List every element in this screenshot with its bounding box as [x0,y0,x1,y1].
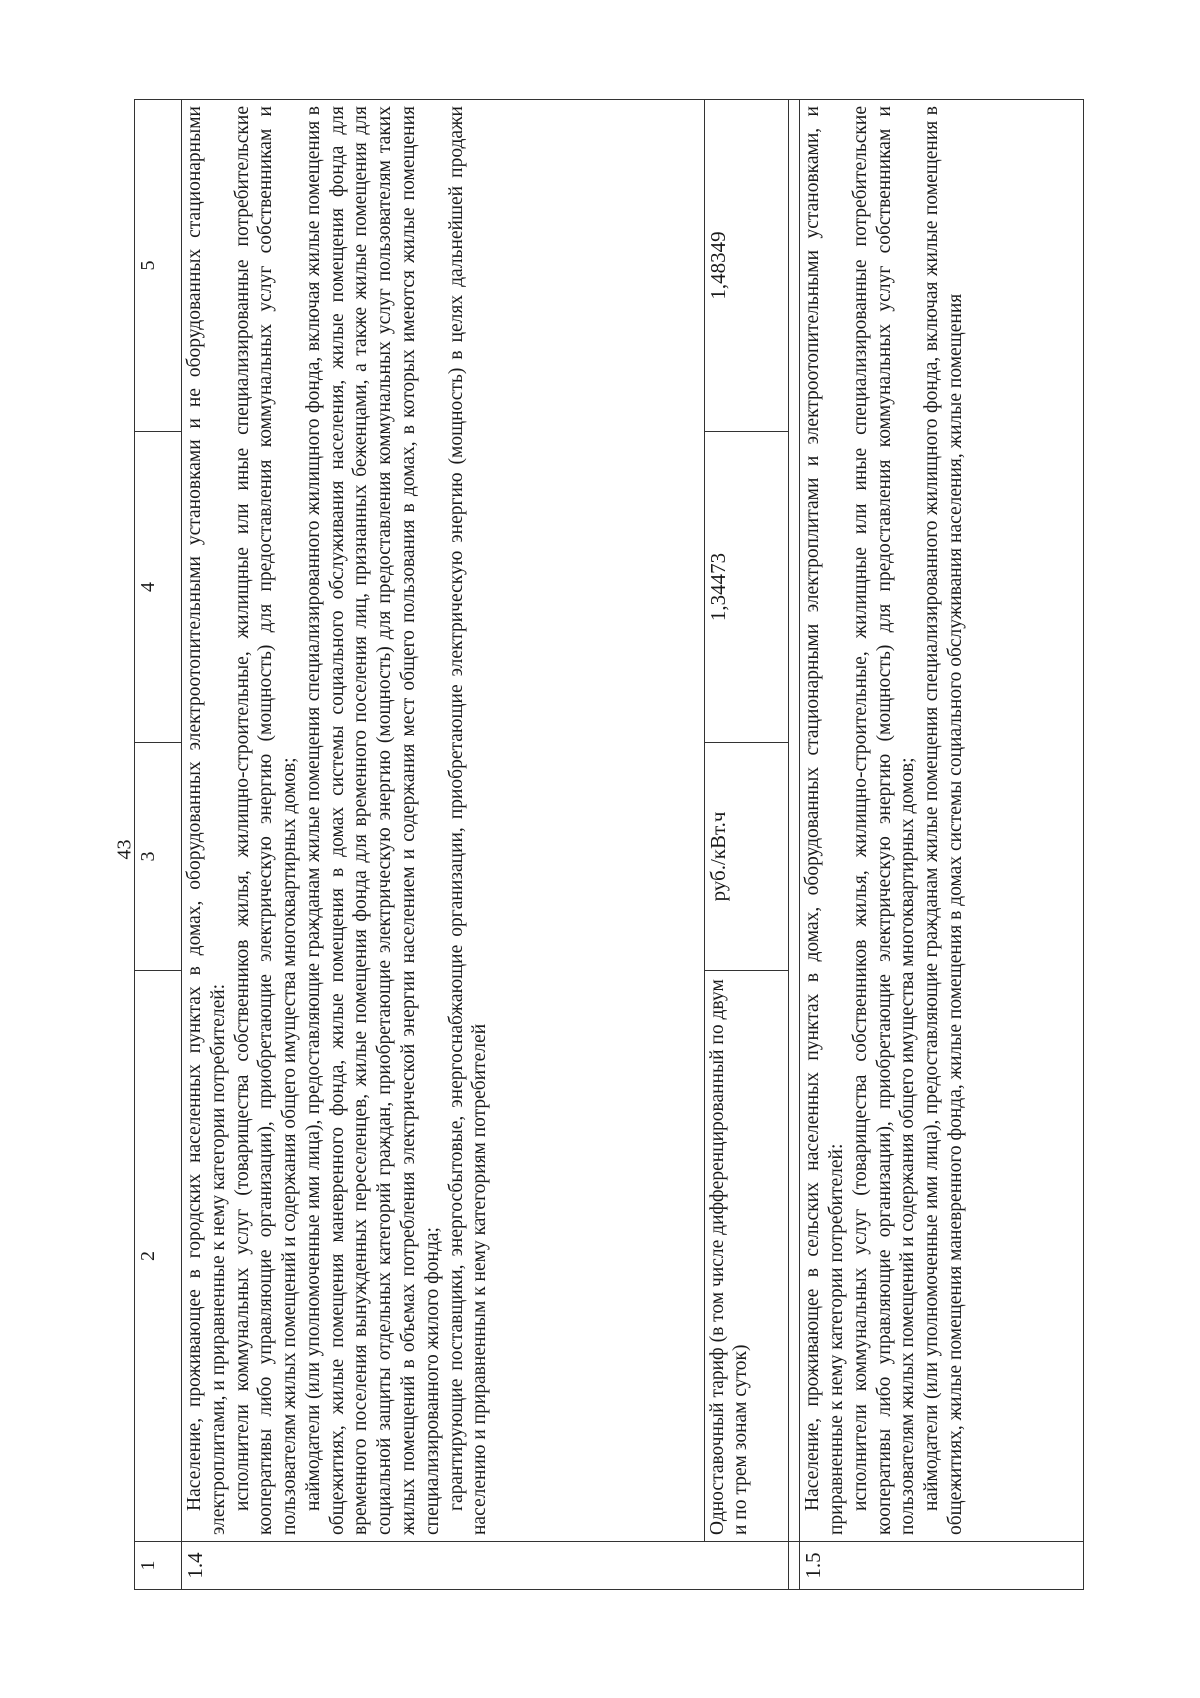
page-number: 43 [113,839,136,860]
row-1-4-tariff [704,100,789,1590]
header-col-4: 4 [135,432,182,743]
row-number-1-5: 1.5 [800,1542,1084,1590]
spacer-row [789,100,800,1590]
tariff-unit: руб./кВт.ч [704,743,789,971]
row-1-4-paragraph: наймодатели (или уполномоченные ими лица), предоставляющие гражданам жилые помещения специализированного жилищного фонда, включая жилые помещения в общежитиях, жилые помещения маневренного фонда, жилые помещения в домах системы социального обслуживания населения, жилые помещения фонда для временного поселения вынужденных переселенцев, жилые помещения фонда для временного поселения лиц, признанных беженцами, а также жилые помещения для социальной защиты отдельных категорий граждан, приобретающие электрическую энергию (мощность) для предоставления коммунальных услуг пользователям таких жилых помещений в объемах потребления электрической энергии населением и содержания мест общего пользования в домах, в которых имеются жилые помещения специализированного жилого фонда; [302,106,443,1535]
header-col-1: 1 [135,1542,182,1590]
row-1-5-paragraph: Население, проживающее в сельских населенных пунктах в домах, оборудованных стационарными электроплитами и электроотопительными установками, и приравненные к нему категории потребителей: [802,106,848,1535]
tariff-table [134,99,1084,1590]
row-1-4-paragraph: гарантирующие поставщики, энергосбытовые, энергоснабжающие организации, приобретающие электрическую энергию (мощность) в целях дальнейшей продажи населению и приравненным к нему категориям потребителей [445,106,491,1535]
header-col-5: 5 [135,100,182,432]
row-1-4-paragraph: исполнители коммунальных услуг (товарищества собственников жилья, жилищно-строительные, жилищные или иные специализированные потребительские кооперативы либо управляющие организации), приобретающие электрическую энергию (мощность) для предоставления коммунальных услуг собственникам и пользователям жилых помещений и содержания общего имущества многоквартирных домов; [231,106,301,1535]
tariff-value-col-5: 1,48349 [704,100,789,432]
row-1-4-paragraph: Население, проживающее в городских населенных пунктах в домах, оборудованных электроотопительными установками и не оборудованных стационарными электроплитами, и приравненные к нему категории потребителей: [184,106,229,1535]
row-1-4-description [182,100,705,1590]
row-1-5-paragraph: наймодатели (или уполномоченные ими лица), предоставляющие гражданам жилые помещения специализированного жилищного фонда, включая жилые помещения в общежитиях, жилые помещения маневренного фонда, жилые помещения в домах системы социального обслуживания населения, жилые помещения [921,106,966,1535]
row-number-1-4: 1.4 [182,1542,789,1590]
header-col-3: 3 [135,743,182,971]
rotated-table-wrapper [134,100,1084,1590]
row-1-5-paragraph: исполнители коммунальных услуг (товарищества собственников жилья, жилищно-строительные, жилищные или иные специализированные потребительские кооперативы либо управляющие организации), приобретающие электрическую энергию (мощность) для предоставления коммунальных услуг собственникам и пользователям жилых помещений и содержания общего имущества многоквартирных домов; [849,106,919,1535]
tariff-value-col-4: 1,34473 [704,432,789,743]
header-row [135,100,182,1590]
row-1-4-text [182,100,705,1542]
row-1-5-text [800,100,1084,1542]
tariff-label: Одноставочный тариф (в том числе дифференцированный по двум и по трем зонам суток) [704,971,789,1542]
row-1-5-description [800,100,1084,1590]
header-col-2: 2 [135,971,182,1542]
